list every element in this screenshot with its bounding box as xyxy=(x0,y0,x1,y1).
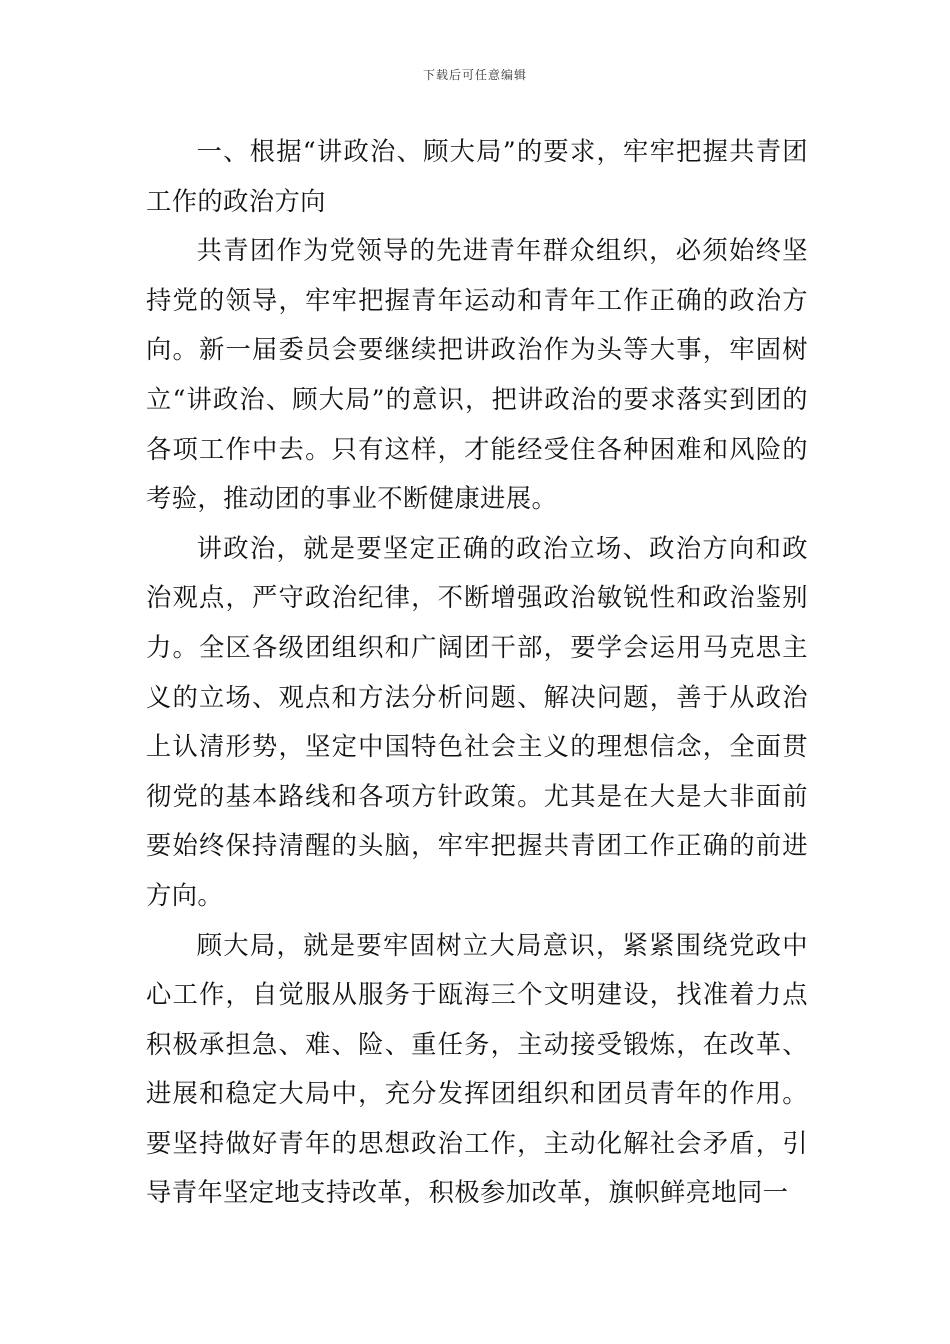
paragraph-party-leadership: 共青团作为党领导的先进青年群众组织，必须始终坚持党的领导，牢牢把握青年运动和青年工作正确的政治方向。新一届委员会要继续把讲政治作为头等大事，牢固树立“讲政治、顾大局”的意识，把讲政治的要求落实到团的各项工作中去。只有这样，才能经受住各种困难和风险的考验，推动团的事业不断健康进展。 xyxy=(146,236,808,514)
paragraph-politics: 讲政治，就是要坚定正确的政治立场、政治方向和政治观点，严守政治纪律，不断增强政治敏锐性和政治鉴别力。全区各级团组织和广阔团干部，要学会运用马克思主义的立场、观点和方法分析问题、解决问题，善于从政治上认清形势，坚定中国特色社会主义的理想信念，全面贯彻党的基本路线和各项方针政策。尤其是在大是大非面前要始终保持清醒的头脑，牢牢把握共青团工作正确的前进方向。 xyxy=(146,533,808,910)
document-body xyxy=(146,127,808,1218)
paragraph-overall-situation: 顾大局，就是要牢固树立大局意识，紧紧围绕党政中心工作，自觉服从服务于瓯海三个文明建设，找准着力点积极承担急、难、险、重任务，主动接受锻炼，在改革、进展和稳定大局中，充分发挥团组织和团员青年的作用。要坚持做好青年的思想政治工作，主动化解社会矛盾，引导青年坚定地支持改革，积极参加改革，旗帜鲜亮地同一 xyxy=(146,930,808,1208)
section-heading: 一、根据“讲政治、顾大局”的要求，牢牢把握共青团工作的政治方向 xyxy=(146,137,808,216)
download-edit-note: 下载后可任意编辑 xyxy=(422,68,527,82)
